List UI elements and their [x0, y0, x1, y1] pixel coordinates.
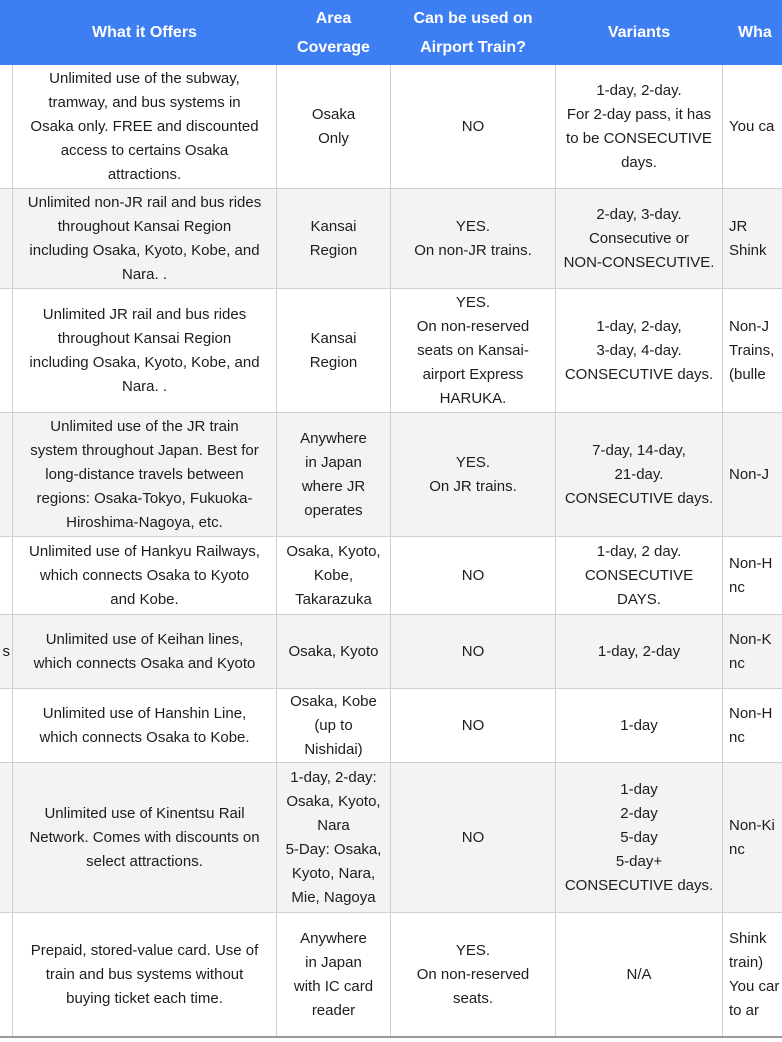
cell-airport-train: YES. On non-JR trains.: [414, 217, 532, 259]
row-edge-text: [0, 413, 12, 536]
header-airport-train: Can be used on Airport Train?: [413, 9, 533, 56]
cell-airport-train: YES. On non-reserved seats on Kansai- airport Express HARUKA.: [416, 293, 530, 407]
cell-what-it-offers: Unlimited JR rail and bus rides throughout Kansai Region including Osaka, Kyoto, Kobe, and Nara. .: [29, 305, 260, 395]
cell-what-it-offers: Unlimited non-JR rail and bus rides throughout Kansai Region including Osaka, Kyoto, Kobe, and Nara. .: [27, 193, 262, 283]
header-what-truncated: Wha: [738, 24, 772, 41]
row-edge-text: [0, 189, 12, 288]
cell-area-coverage: Anywhere in Japan where JR operates: [300, 429, 367, 519]
table-row: [0, 537, 782, 615]
cell-variants: 1-day 2-day 5-day 5-day+ CONSECUTIVE days.: [564, 780, 714, 894]
cell-area-coverage: Osaka, Kyoto: [288, 642, 379, 660]
cell-what-it-offers: Unlimited use of Hankyu Railways, which connects Osaka to Kyoto and Kobe.: [29, 542, 260, 608]
cell-what-it-offers: Unlimited use of Hanshin Line, which connects Osaka to Kobe.: [39, 704, 250, 746]
cell-area-coverage: Kansai Region: [309, 329, 358, 371]
row-edge-text: [0, 763, 12, 912]
table-row: [0, 615, 782, 689]
cell-airport-train: NO: [461, 828, 485, 846]
table-row: [0, 289, 782, 413]
cell-what-truncated: Non-H nc: [729, 704, 773, 746]
cell-variants: 1-day, 2-day, 3-day, 4-day. CONSECUTIVE days.: [564, 317, 714, 383]
header-what-it-offers: What it Offers: [92, 24, 197, 41]
table-header: [0, 0, 782, 65]
row-edge-text: [0, 537, 12, 614]
table-row: [0, 689, 782, 763]
cell-what-it-offers: Unlimited use of the JR train system throughout Japan. Best for long-distance travels between regions: Osaka-Tokyo, Fukuoka- Hiroshima-Nagoya, etc.: [30, 417, 259, 531]
cell-what-truncated: Non-J Trains, (bulle: [729, 317, 775, 383]
table-row: [0, 763, 782, 913]
cell-variants: 1-day, 2-day. For 2-day pass, it has to be CONSECUTIVE days.: [566, 81, 712, 171]
row-edge-text: [0, 65, 12, 188]
cell-what-truncated: Non-J: [729, 465, 770, 483]
cell-airport-train: NO: [461, 716, 485, 734]
cell-variants: 1-day, 2-day: [597, 642, 681, 660]
cell-airport-train: YES. On non-reserved seats.: [416, 941, 530, 1007]
header-area-coverage: Area Coverage: [297, 9, 370, 56]
row-edge-text: [0, 689, 12, 762]
header-variants: Variants: [607, 24, 671, 41]
cell-airport-train: NO: [461, 117, 485, 135]
cell-what-it-offers: Unlimited use of Kinentsu Rail Network. Comes with discounts on select attractions.: [29, 804, 260, 870]
row-edge-text: [0, 913, 12, 1036]
cell-airport-train: YES. On JR trains.: [429, 453, 517, 495]
table-row: [0, 413, 782, 537]
cell-what-it-offers: Unlimited use of the subway, tramway, and bus systems in Osaka only. FREE and discounted access to certains Osaka attractions.: [30, 69, 259, 183]
cell-what-truncated: Non-K nc: [729, 630, 772, 672]
cell-area-coverage: Osaka Only: [311, 105, 356, 147]
column-divider: [722, 65, 723, 1037]
table-bottom-border: [0, 1036, 782, 1038]
column-divider: [390, 65, 391, 1037]
cell-variants: 2-day, 3-day. Consecutive or NON-CONSECUTIVE.: [563, 205, 715, 271]
cell-what-it-offers: Prepaid, stored-value card. Use of train and bus systems without buying ticket each time.: [30, 941, 259, 1007]
cell-variants: N/A: [626, 965, 652, 983]
cell-variants: 7-day, 14-day, 21-day. CONSECUTIVE days.: [564, 441, 714, 507]
cell-what-truncated: Non-H nc: [729, 554, 773, 596]
row-edge-text: [0, 289, 12, 412]
cell-what-truncated: JR Shink: [729, 217, 767, 259]
cell-area-coverage: Kansai Region: [309, 217, 358, 259]
cell-variants: 1-day, 2 day. CONSECUTIVE DAYS.: [584, 542, 694, 608]
cell-airport-train: NO: [461, 642, 485, 660]
cell-what-truncated: Shink train) You car to ar: [729, 929, 780, 1019]
cell-area-coverage: Osaka, Kyoto, Kobe, Takarazuka: [286, 542, 381, 608]
cell-variants: 1-day: [620, 716, 658, 734]
table-row: [0, 65, 782, 189]
cell-what-truncated: Non-Ki nc: [729, 816, 775, 858]
row-edge-text: s: [2, 642, 10, 660]
cell-what-truncated: You ca: [729, 117, 775, 135]
column-divider: [276, 65, 277, 1037]
cell-area-coverage: Anywhere in Japan with IC card reader: [293, 929, 374, 1019]
cell-airport-train: NO: [461, 566, 485, 584]
cell-area-coverage: Osaka, Kobe (up to Nishidai): [290, 692, 377, 758]
table-row: [0, 189, 782, 289]
cell-what-it-offers: Unlimited use of Keihan lines, which connects Osaka and Kyoto: [33, 630, 256, 672]
column-divider: [555, 65, 556, 1037]
table-row: [0, 913, 782, 1037]
cell-area-coverage: 1-day, 2-day: Osaka, Kyoto, Nara 5-Day: Osaka, Kyoto, Nara, Mie, Nagoya: [285, 768, 382, 906]
column-divider: [12, 65, 13, 1037]
